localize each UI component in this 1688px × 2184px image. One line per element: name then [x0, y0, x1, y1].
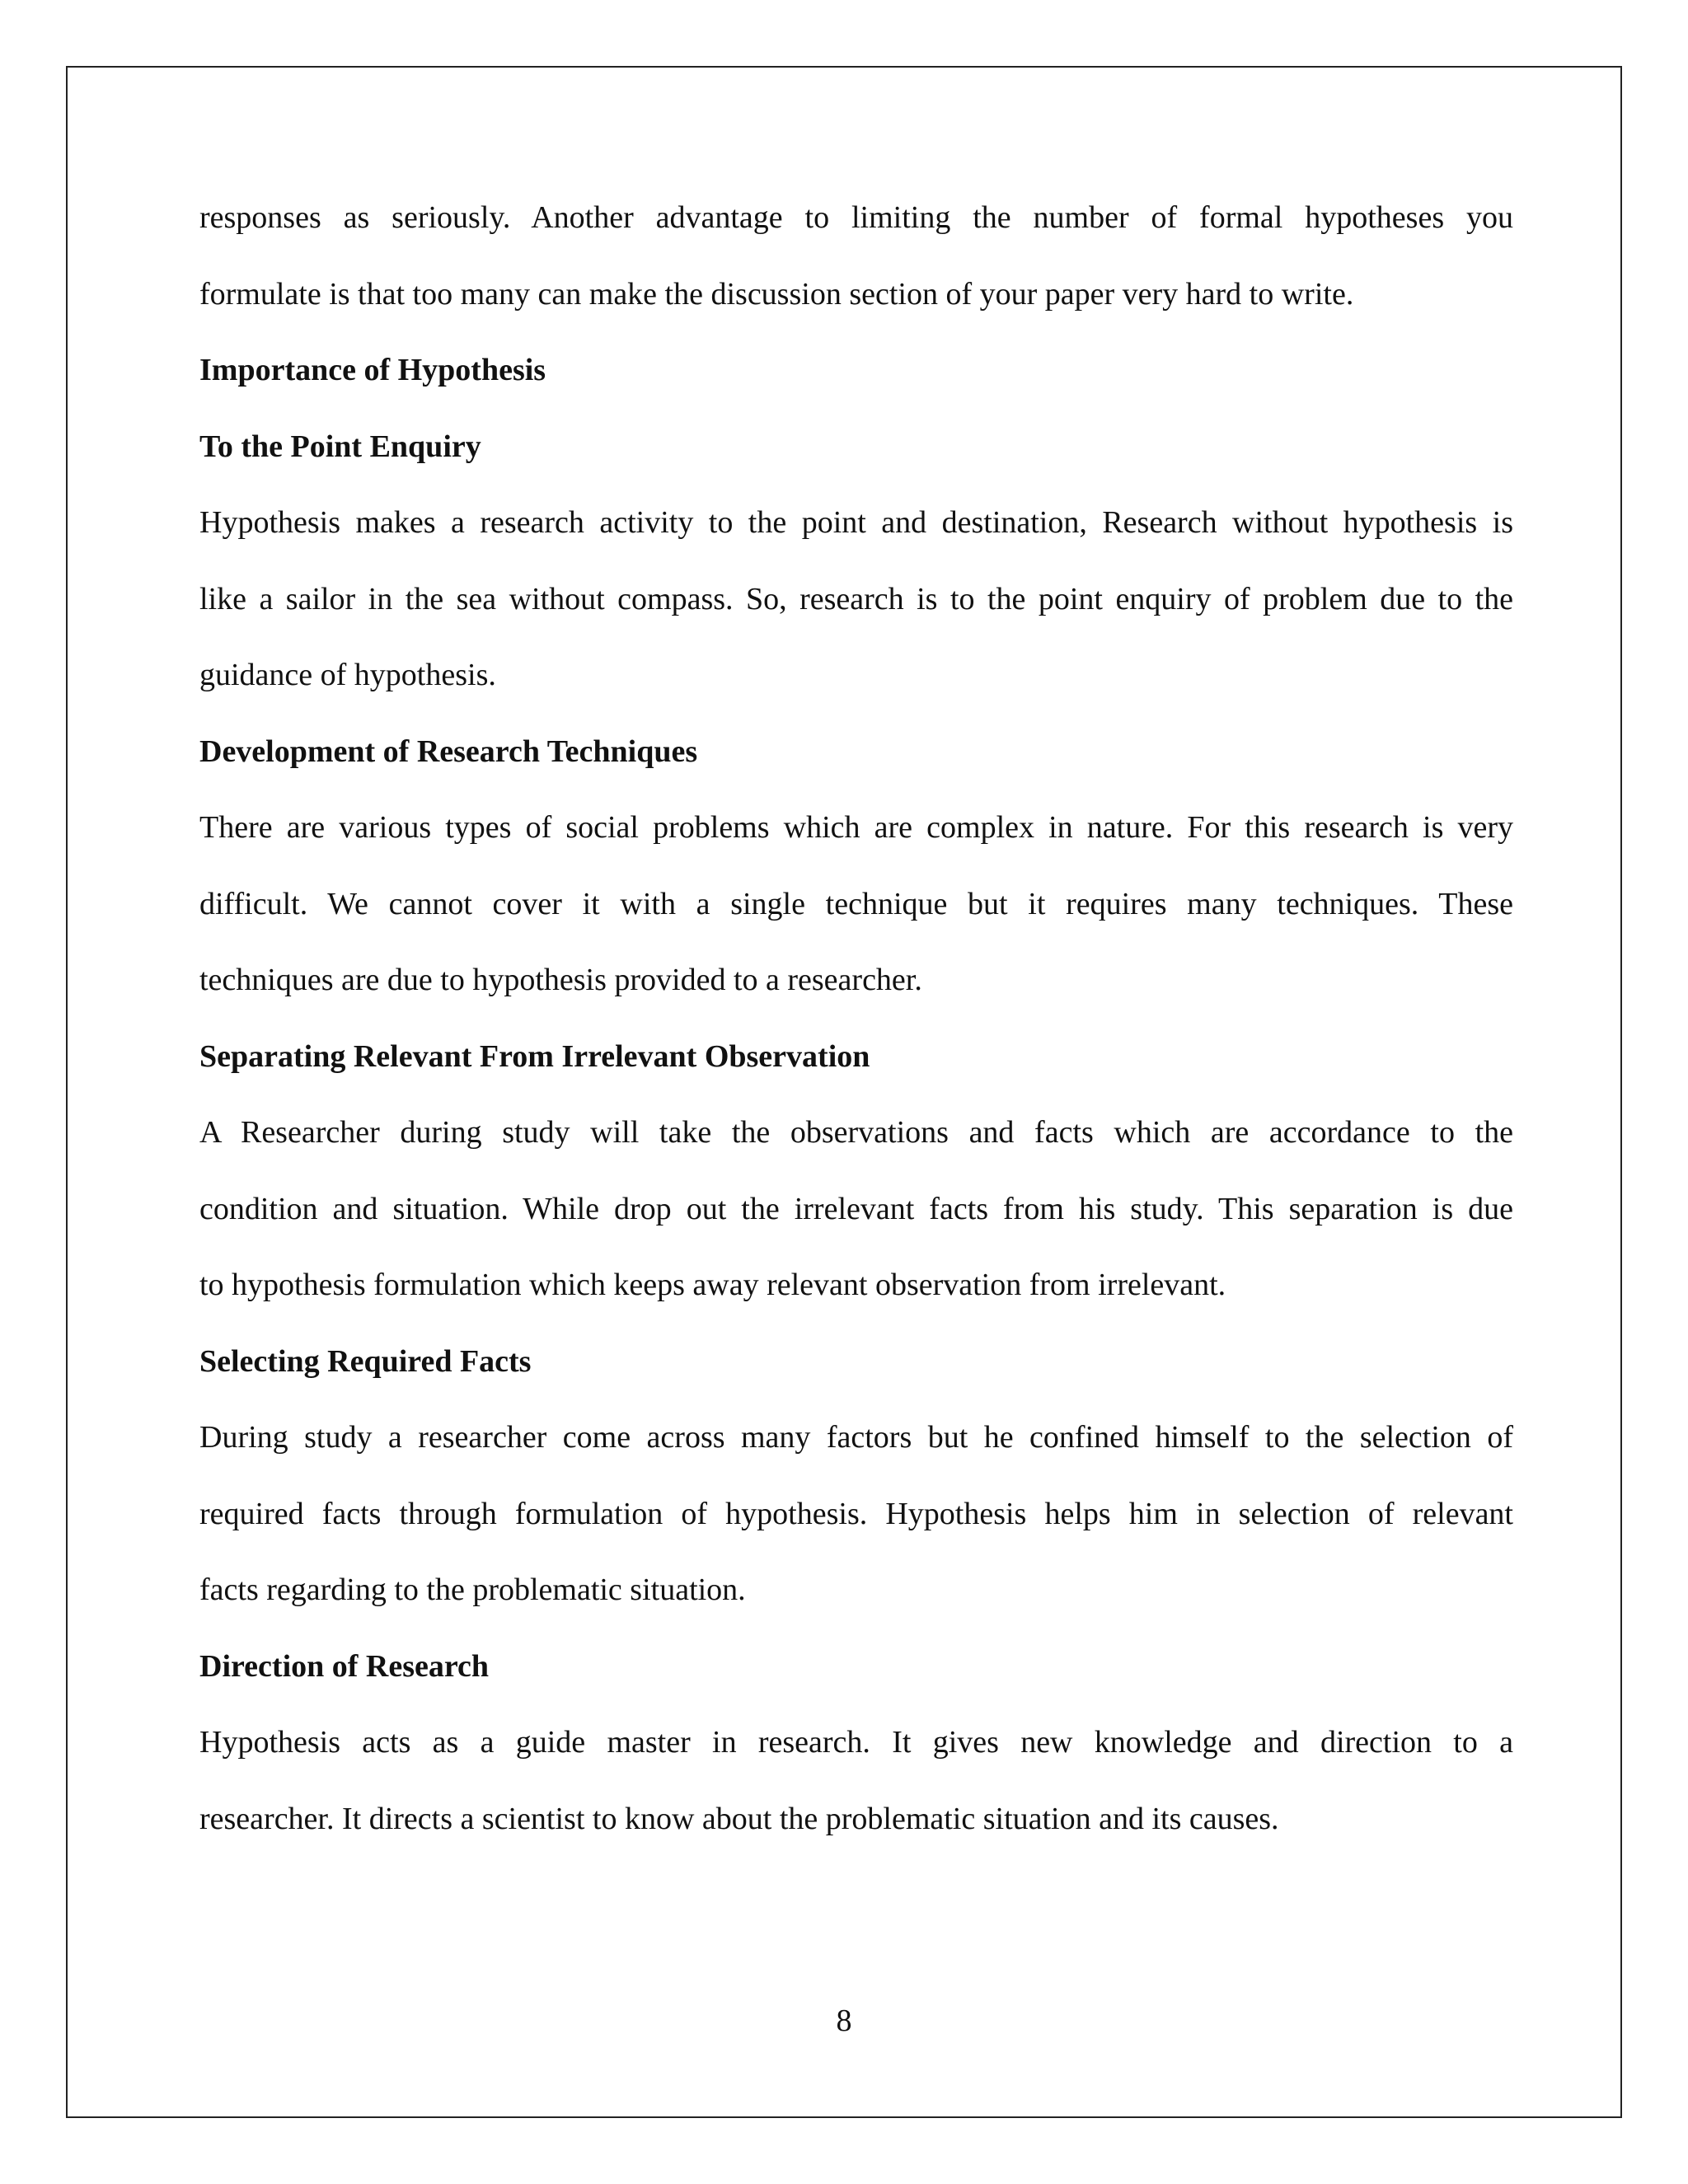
text-line: Hypothesis makes a research activity to the point and destination, Research without hypothesis is	[199, 505, 1513, 540]
text-line: formulate is that too many can make the discussion section of your paper very hard to write.	[199, 276, 1354, 312]
text-line: guidance of hypothesis.	[199, 658, 496, 692]
text-line: A Researcher during study will take the observations and facts which are accordance to the	[199, 1115, 1513, 1150]
subsection-heading: Selecting Required Facts	[199, 1343, 532, 1379]
text-line: techniques are due to hypothesis provided to a researcher.	[199, 963, 922, 997]
text-line: required facts through formulation of hypothesis. Hypothesis helps him in selection of relevant	[199, 1496, 1513, 1531]
text-line: responses as seriously. Another advantage to limiting the number of formal hypotheses you	[199, 200, 1513, 235]
subsection-heading: Development of Research Techniques	[199, 733, 698, 769]
text-line: facts regarding to the problematic situation.	[199, 1572, 746, 1607]
text-line: to hypothesis formulation which keeps away relevant observation from irrelevant.	[199, 1268, 1226, 1302]
text-line: condition and situation. While drop out the irrelevant facts from his study. This separation is due	[199, 1191, 1513, 1226]
text-line: difficult. We cannot cover it with a single technique but it requires many techniques. These	[199, 886, 1513, 921]
page-number: 8	[836, 2004, 852, 2038]
document-body	[199, 191, 1513, 1868]
subsection-heading: Direction of Research	[199, 1648, 490, 1684]
section-heading: Importance of Hypothesis	[199, 353, 546, 387]
subsection-heading: To the Point Enquiry	[199, 429, 481, 464]
subsection-heading: Separating Relevant From Irrelevant Observation	[199, 1038, 870, 1074]
text-line: There are various types of social problems which are complex in nature. For this research is very	[199, 810, 1513, 845]
text-line: researcher. It directs a scientist to know about the problematic situation and its causes.	[199, 1801, 1279, 1836]
text-line: Hypothesis acts as a guide master in research. It gives new knowledge and direction to a	[199, 1725, 1513, 1760]
text-line: like a sailor in the sea without compass. So, research is to the point enquiry of problem due to the	[199, 581, 1513, 616]
text-line: During study a researcher come across many factors but he confined himself to the selection of	[199, 1420, 1513, 1455]
